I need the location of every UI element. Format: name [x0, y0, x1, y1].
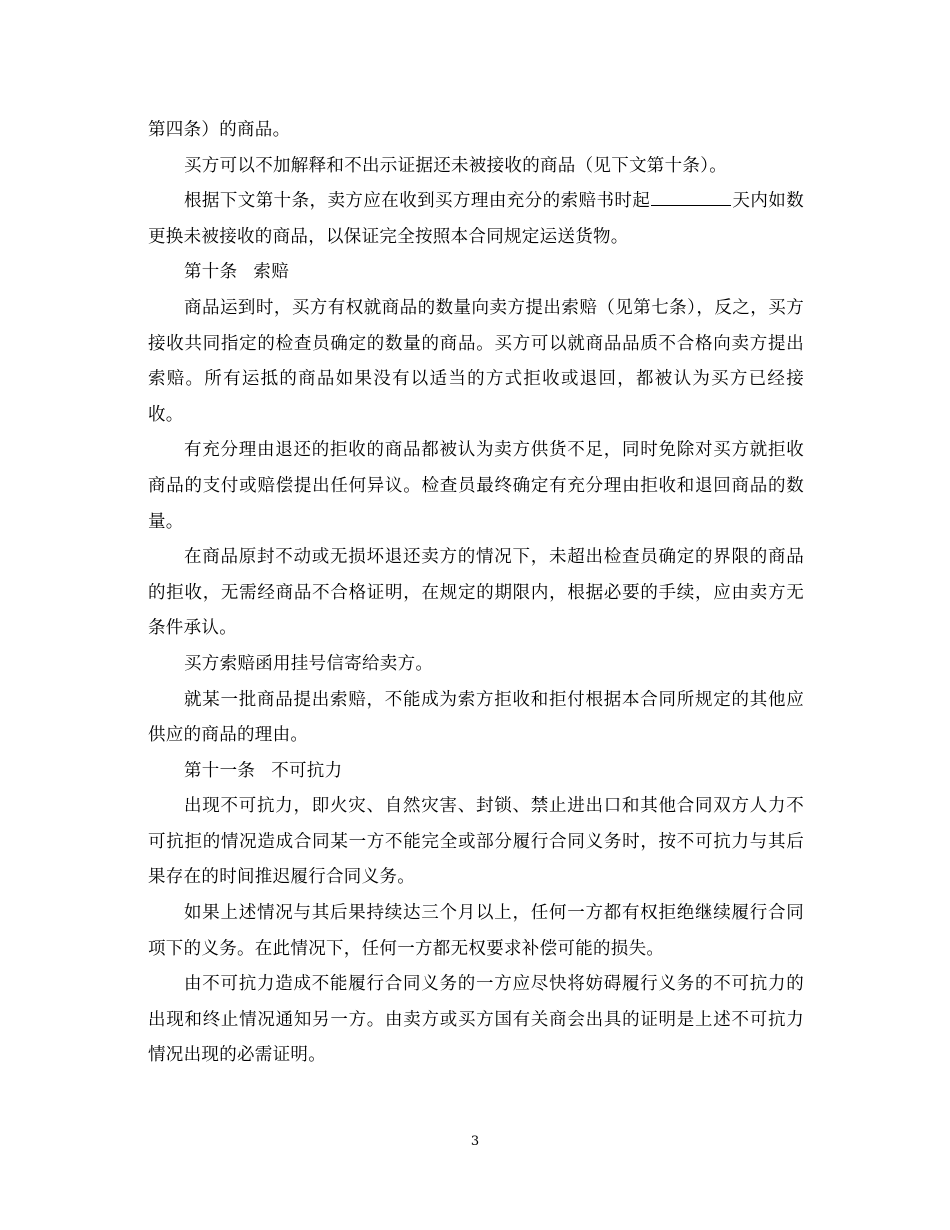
paragraph: 有充分理由退还的拒收的商品都被认为卖方供货不足，同时免除对买方就拒收商品的支付或赔偿提出任何异议。检查员最终确定有充分理由拒收和退回商品的数量。	[148, 440, 804, 532]
document-body	[148, 113, 804, 1074]
paragraph: 买方索赔函用挂号信寄给卖方。	[184, 653, 434, 674]
paragraph: 在商品原封不动或无损坏退还卖方的情况下，未超出检查员确定的界限的商品的拒收，无需经商品不合格证明，在规定的期限内，根据必要的手续，应由卖方无条件承认。	[148, 547, 804, 639]
paragraph: 就某一批商品提出索赔，不能成为索方拒收和拒付根据本合同所规定的其他应供应的商品的理由。	[148, 689, 804, 746]
section-heading-number: 第十一条	[184, 760, 256, 781]
section-heading-article-11	[148, 754, 804, 790]
paragraph: 第四条）的商品。	[148, 120, 291, 140]
section-heading-number: 第十条	[184, 262, 238, 283]
paragraph: 出现不可抗力，即火灾、自然灾害、封锁、禁止进出口和其他合同双方人力不可抗拒的情况造成合同某一方不能完全或部分履行合同义务时，按不可抗力与其后果存在的时间推迟履行合同义务。	[148, 796, 804, 888]
section-heading-title: 索赔	[253, 262, 290, 283]
section-heading-article-10	[148, 255, 804, 291]
paragraph-text-before-blank: 根据下文第十条，卖方应在收到买方理由充分的索赔书时起	[184, 191, 651, 212]
paragraph: 由不可抗力造成不能履行合同义务的一方应尽快将妨碍履行义务的不可抗力的出现和终止情况通知另一方。由卖方或买方国有关商会出具的证明是上述不可抗力情况出现的必需证明。	[148, 974, 804, 1066]
fill-in-blank-line	[651, 187, 731, 206]
paragraph: 商品运到时，买方有权就商品的数量向卖方提出索赔（见第七条），反之，买方接收共同指定的检查员确定的数量的商品。买方可以就商品品质不合格向卖方提出索赔。所有运抵的商品如果没有以适当的方式拒收或退回，都被认为买方已经接收。	[148, 297, 804, 425]
page-number: 3	[470, 1134, 480, 1149]
paragraph: 买方可以不加解释和不出示证据还未被接收的商品（见下文第十条）。	[184, 155, 728, 176]
paragraph-text-after-blank: 天内如数更换未被接收的商品，以保证完全按照本合同规定运送货物。	[148, 191, 804, 247]
paragraph-with-blank	[148, 184, 804, 255]
section-heading-title: 不可抗力	[271, 760, 343, 781]
paragraph: 如果上述情况与其后果持续达三个月以上，任何一方都有权拒绝继续履行合同项下的义务。在此情况下，任何一方都无权要求补偿可能的损失。	[148, 903, 804, 959]
